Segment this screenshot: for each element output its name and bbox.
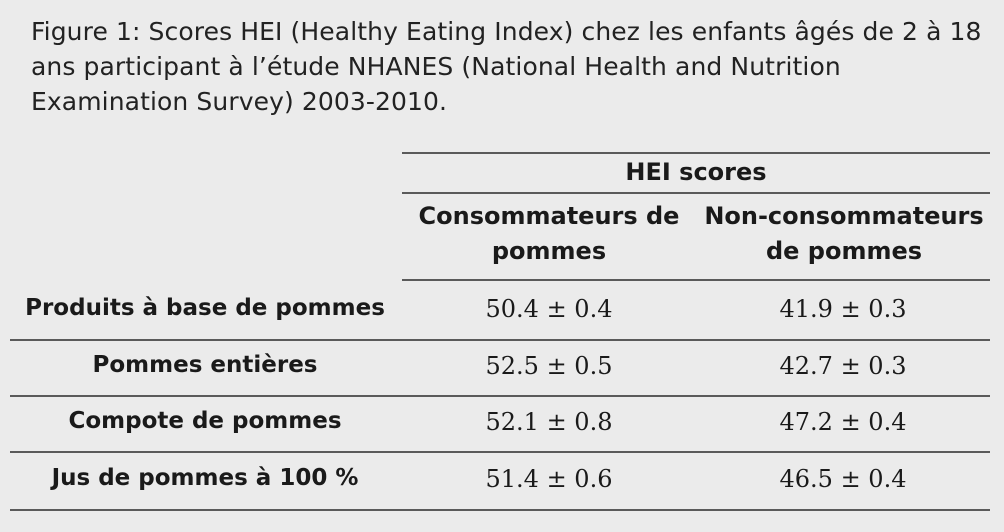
table-cell: 47.2 ± 0.4: [779, 408, 907, 436]
table-top-rule: [402, 152, 990, 154]
row-label: Produits à base de pommes: [25, 295, 385, 321]
table-cell: 51.4 ± 0.6: [485, 465, 613, 493]
table-cell: 42.7 ± 0.3: [779, 352, 907, 380]
table-cell: 50.4 ± 0.4: [485, 295, 613, 323]
row-1-rule: [10, 339, 990, 341]
row-label: Pommes entières: [92, 352, 318, 378]
group-header: HEI scores: [625, 158, 767, 186]
table-cell: 52.5 ± 0.5: [485, 352, 613, 380]
column-header-non-consumers: Non-consommateurs de pommes: [704, 202, 984, 265]
table-bottom-rule: [10, 509, 990, 511]
table-cell: 41.9 ± 0.3: [779, 295, 907, 323]
row-label: Jus de pommes à 100 %: [51, 465, 359, 491]
row-label: Compote de pommes: [68, 408, 342, 434]
figure-caption: Figure 1: Scores HEI (Healthy Eating Index) chez les enfants âgés de 2 à 18 ans participant à l’étude NHANES (National Health and Nutrition Examination Survey) 2003-2010.: [31, 17, 982, 116]
header-bottom-rule: [402, 279, 990, 281]
row-2-rule: [10, 395, 990, 397]
group-header-rule: [402, 192, 990, 194]
column-header-consumers: Consommateurs de pommes: [418, 202, 680, 265]
table-cell: 46.5 ± 0.4: [779, 465, 907, 493]
row-3-rule: [10, 451, 990, 453]
table-cell: 52.1 ± 0.8: [485, 408, 613, 436]
